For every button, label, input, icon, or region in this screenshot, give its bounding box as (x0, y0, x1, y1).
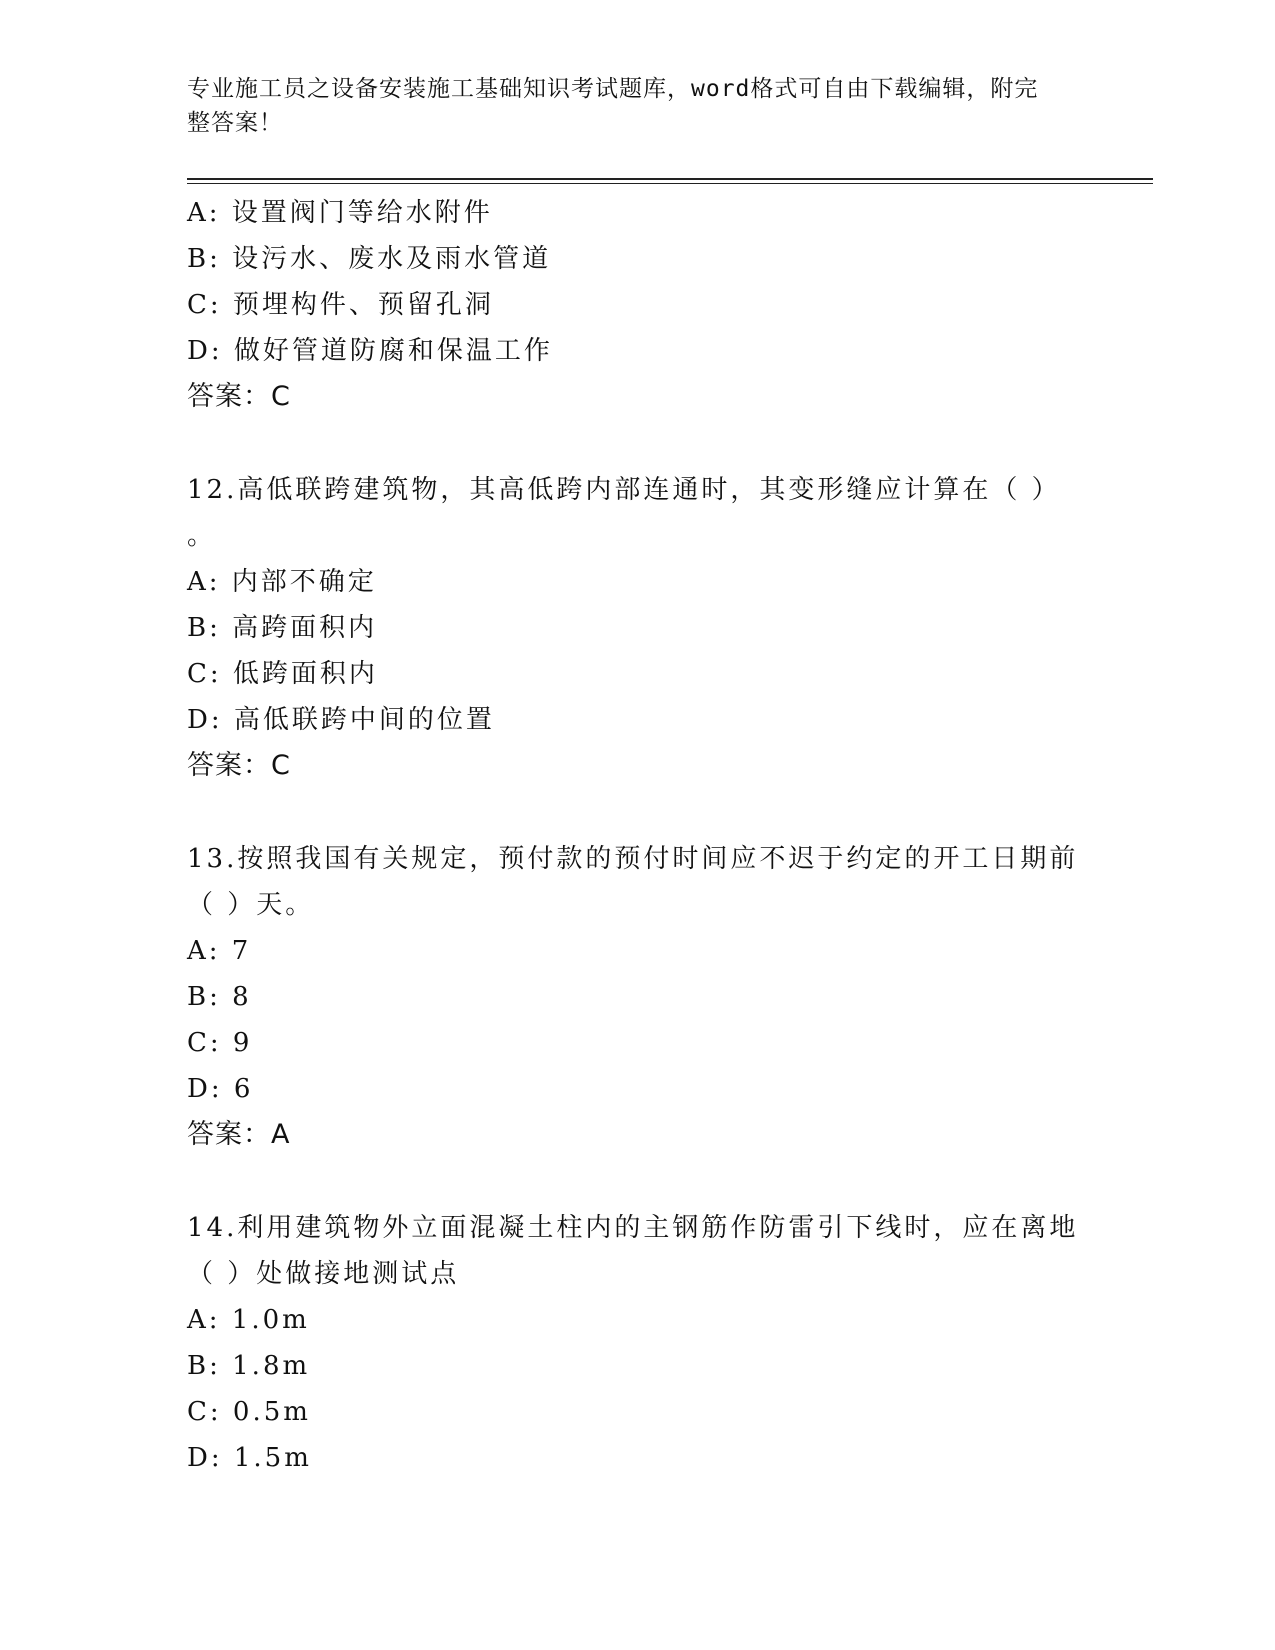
option-c: C: 0.5m (187, 1397, 311, 1427)
block-spacer (187, 1158, 1153, 1205)
option-a: A: 1.0m (187, 1305, 310, 1335)
option-c: C: 9 (187, 1028, 253, 1058)
question-block (187, 467, 1153, 789)
answer-line: 答案：A (187, 1119, 291, 1150)
option-a: A: 设置阀门等给水附件 (187, 198, 493, 228)
question-text: 14.利用建筑物外立面混凝土柱内的主钢筋作防雷引下线时，应在离地 (187, 1213, 1079, 1243)
option-d: D: 1.5m (187, 1443, 312, 1473)
option-b: B: 1.8m (187, 1351, 311, 1381)
answer-line: 答案：C (187, 381, 291, 412)
question-block (187, 190, 1153, 420)
option-d: D: 6 (187, 1074, 254, 1104)
header-line-1: 专业施工员之设备安装施工基础知识考试题库，word格式可自由下载编辑，附完 (187, 76, 1039, 102)
option-c: C: 低跨面积内 (187, 659, 378, 689)
option-b: B: 8 (187, 982, 252, 1012)
option-c: C: 预埋构件、预留孔洞 (187, 290, 494, 320)
document-header (187, 72, 1067, 140)
question-text: 13.按照我国有关规定，预付款的预付时间应不迟于约定的开工日期前 (187, 844, 1079, 874)
option-b: B: 高跨面积内 (187, 613, 378, 643)
question-text-continued: （ ）处做接地测试点 (187, 1259, 460, 1289)
question-list (187, 190, 1153, 1481)
header-divider-thick (187, 178, 1153, 180)
option-a: A: 7 (187, 936, 252, 966)
question-text-continued: （ ）天。 (187, 890, 315, 920)
header-line-2: 整答案！ (187, 110, 283, 136)
block-spacer (187, 420, 1153, 467)
block-spacer (187, 789, 1153, 836)
question-block (187, 836, 1153, 1158)
option-d: D: 做好管道防腐和保温工作 (187, 336, 553, 366)
option-b: B: 设污水、废水及雨水管道 (187, 244, 552, 274)
option-d: D: 高低联跨中间的位置 (187, 705, 495, 735)
header-divider-thin (187, 183, 1153, 184)
question-block (187, 1205, 1153, 1481)
question-text: 12.高低联跨建筑物，其高低跨内部连通时，其变形缝应计算在（ ） (187, 475, 1061, 505)
answer-line: 答案：C (187, 750, 291, 781)
option-a: A: 内部不确定 (187, 567, 377, 597)
question-text-continued: 。 (187, 521, 217, 551)
